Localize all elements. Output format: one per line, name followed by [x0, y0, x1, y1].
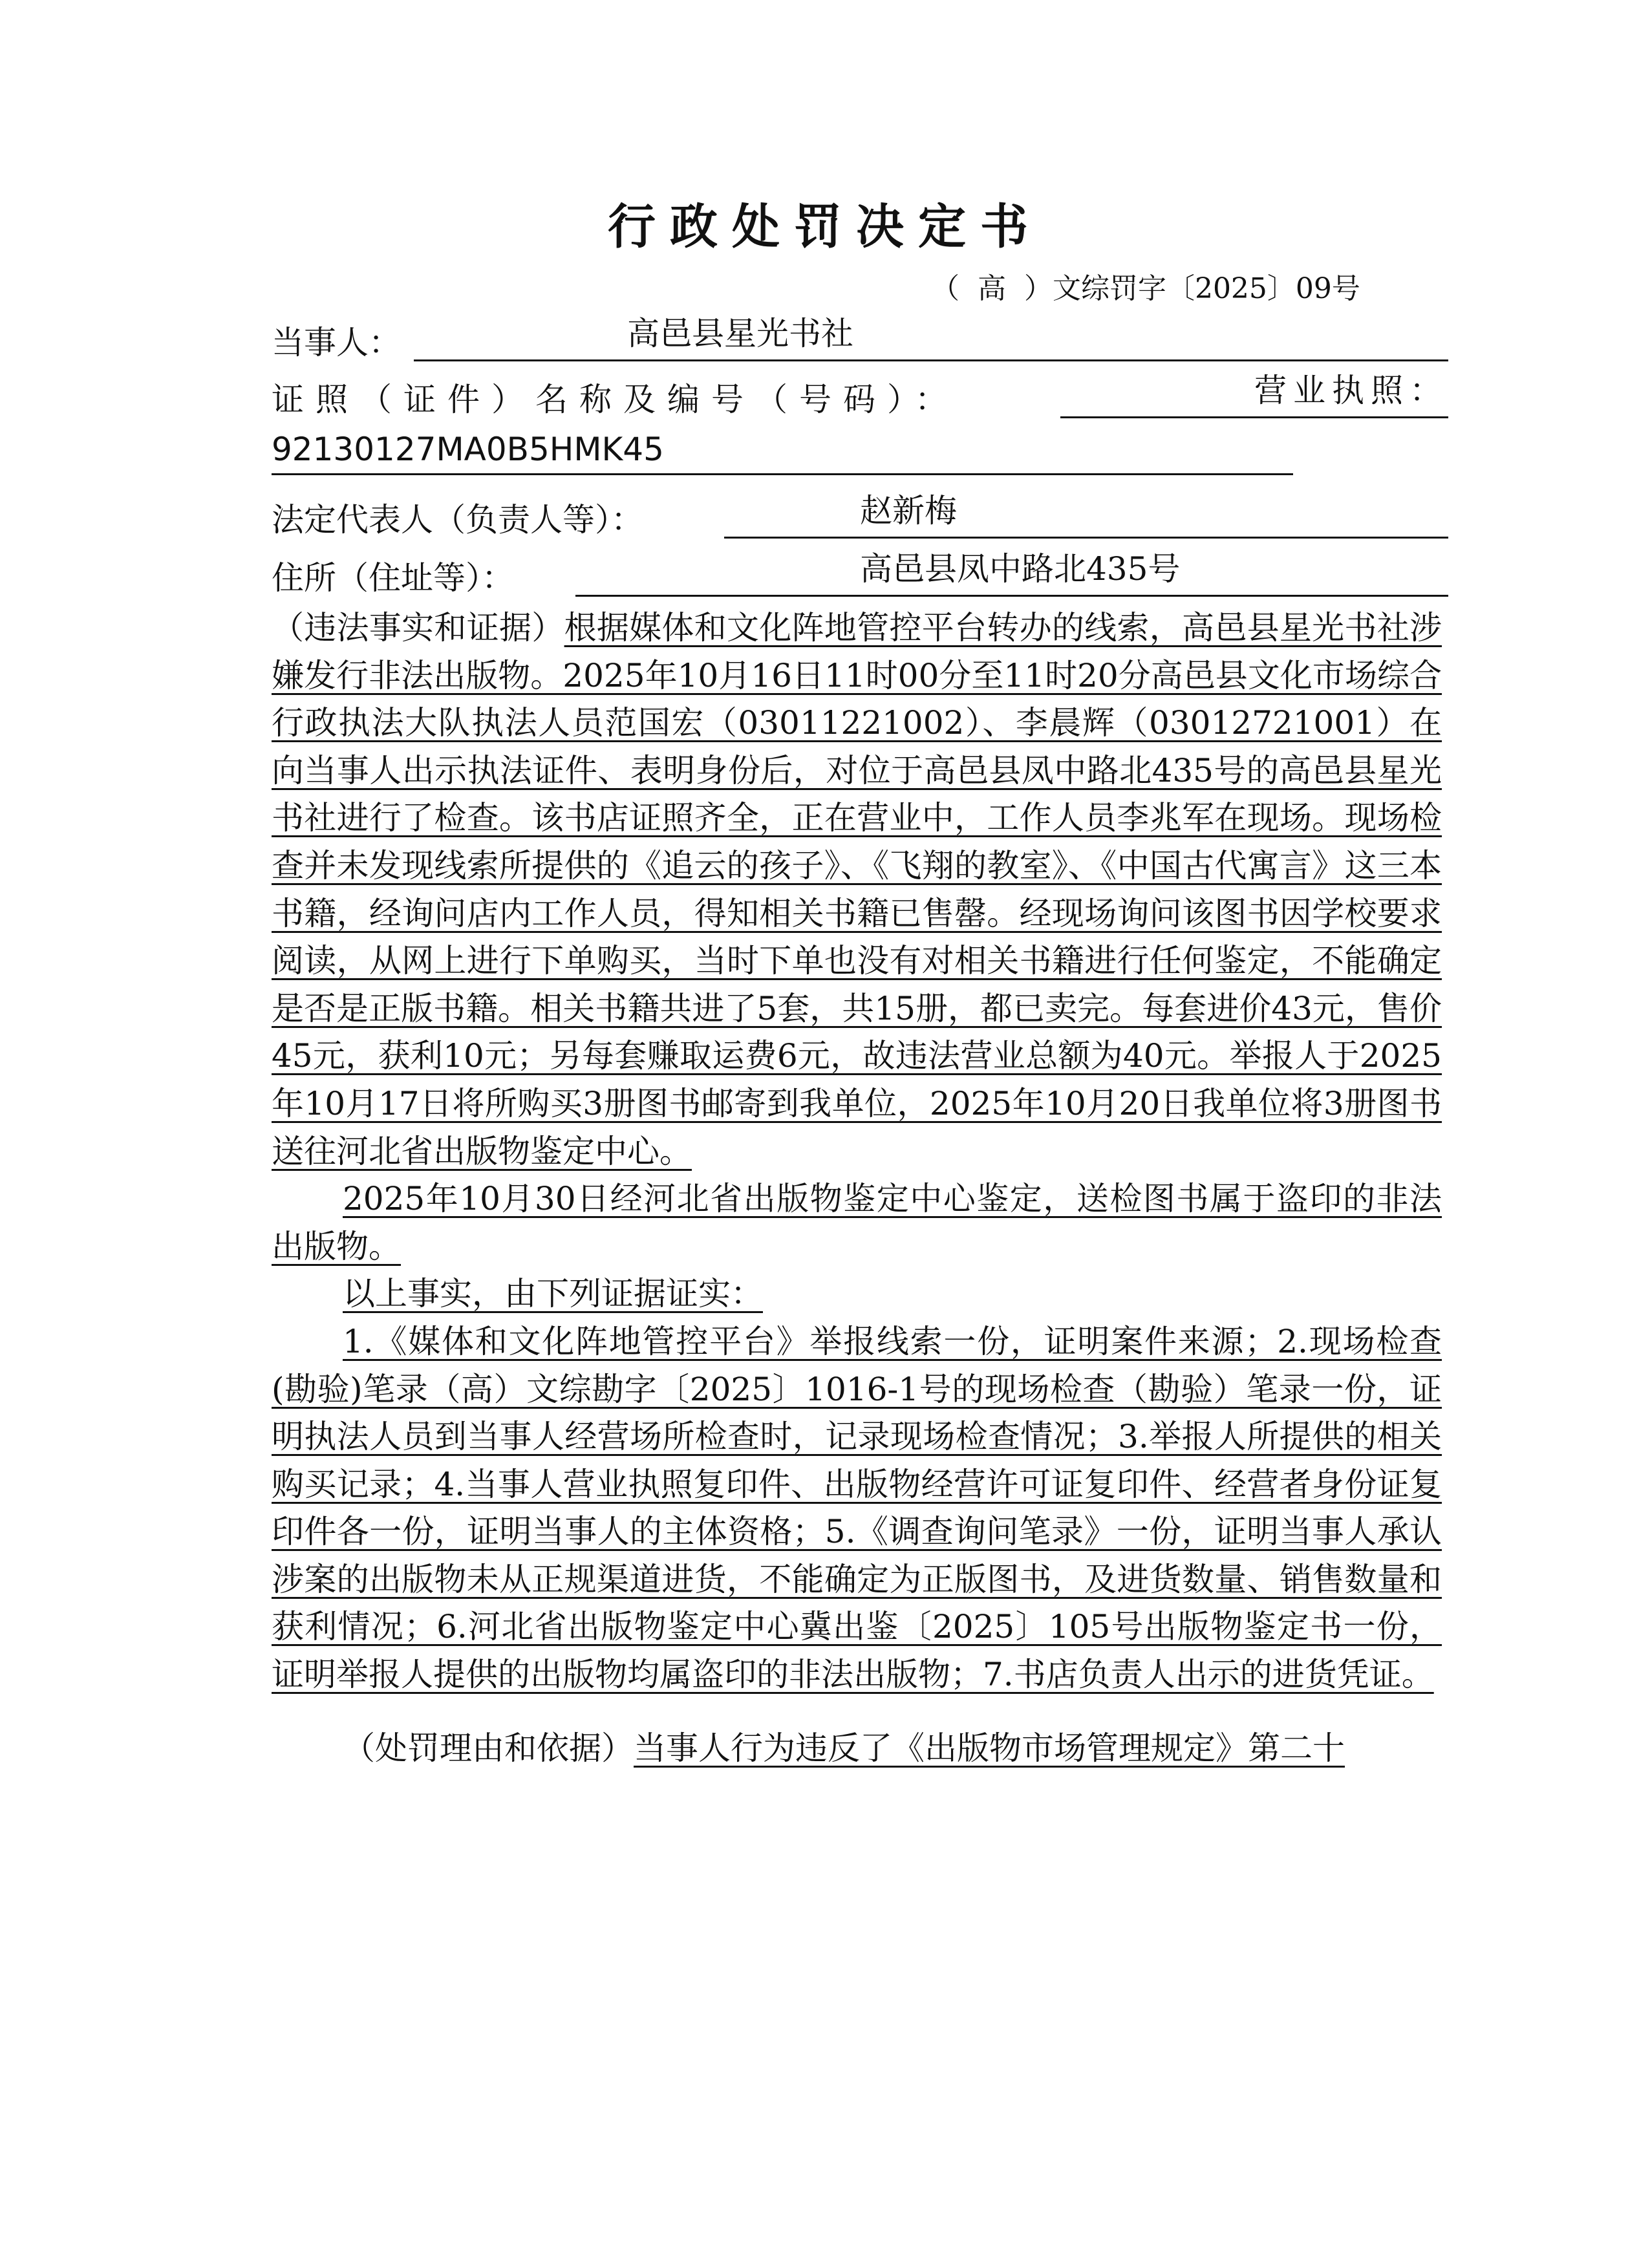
- license-number-field: [272, 431, 1293, 475]
- license-type-field: [1060, 374, 1448, 418]
- evidence-intro: 以上事实，由下列证据证实：: [343, 1275, 763, 1313]
- license-number: 92130127MA0B5HMK45: [272, 431, 664, 468]
- document-number: （ 高 ）文综罚字〔2025〕09号: [931, 272, 1360, 305]
- party-value: 高邑县星光书社: [627, 315, 853, 352]
- facts-identification: 2025年10月30日经河北省出版物鉴定中心鉴定，送检图书属于盗印的非法出版物。: [272, 1180, 1442, 1265]
- reason-label: （处罚理由和依据）: [343, 1729, 634, 1767]
- legal-rep-label: 法定代表人（负责人等）：: [272, 501, 643, 539]
- address-value: 高邑县凤中路北435号: [860, 550, 1181, 588]
- address-label: 住所（住址等）：: [272, 559, 514, 597]
- party-field: [414, 317, 1448, 361]
- party-label: 当事人：: [272, 324, 401, 361]
- license-label: 证照（证件）名称及编号（号码）：: [272, 381, 959, 418]
- legal-rep-field: [724, 494, 1448, 539]
- facts-section: [272, 604, 1442, 1772]
- document-title: 行政处罚决定书: [608, 199, 1042, 255]
- facts-label: （违法事实和证据）: [272, 609, 564, 647]
- evidence-list: 1.《媒体和文化阵地管控平台》举报线索一份，证明案件来源；2.现场检查(勘验)笔录（高）文综勘字〔2025〕1016-1号的现场检查（勘验）笔录一份，证明执法人员到当事人经营场所检查时，记录现场检查情况；3.举报人所提供的相关购买记录；4.当事人营业执照复印件、出版物经营许可证复印件、经营者身份证复印件各一份，证明当事人的主体资格；5.《调查询问笔录》一份，证明当事人承认涉案的出版物未从正规渠道进货，不能确定为正版图书，及进货数量、销售数量和获利情况；6.河北省出版物鉴定中心冀出鉴〔2025〕105号出版物鉴定书一份，证明举报人提供的出版物均属盗印的非法出版物；7.书店负责人出示的进货凭证。: [272, 1322, 1442, 1694]
- reason-text: 当事人行为违反了《出版物市场管理规定》第二十: [634, 1729, 1345, 1767]
- license-type: 营业执照：: [1254, 372, 1448, 409]
- legal-rep-value: 赵新梅: [860, 492, 957, 530]
- facts-text: 根据媒体和文化阵地管控平台转办的线索，高邑县星光书社涉嫌发行非法出版物。2025年10月16日11时00分至11时20分高邑县文化市场综合行政执法大队执法人员范国宏（03011221002）、李晨辉（03012721001）在向当事人出示执法证件、表明身份后，对位于高邑县凤中路北435号的高邑县星光书社进行了检查。该书店证照齐全，正在营业中，工作人员李兆军在现场。现场检查并未发现线索所提供的《追云的孩子》、《飞翔的教室》、《中国古代寓言》这三本书籍，经询问店内工作人员，得知相关书籍已售罄。经现场询问该图书因学校要求阅读，从网上进行下单购买，当时下单也没有对相关书籍进行任何鉴定，不能确定是否是正版书籍。相关书籍共进了5套，共15册，都已卖完。每套进价43元，售价45元，获利10元；另每套赚取运费6元，故违法营业总额为40元。举报人于2025年10月17日将所购买3册图书邮寄到我单位，2025年10月20日我单位将3册图书送往河北省出版物鉴定中心。: [272, 609, 1442, 1170]
- address-field: [575, 552, 1448, 597]
